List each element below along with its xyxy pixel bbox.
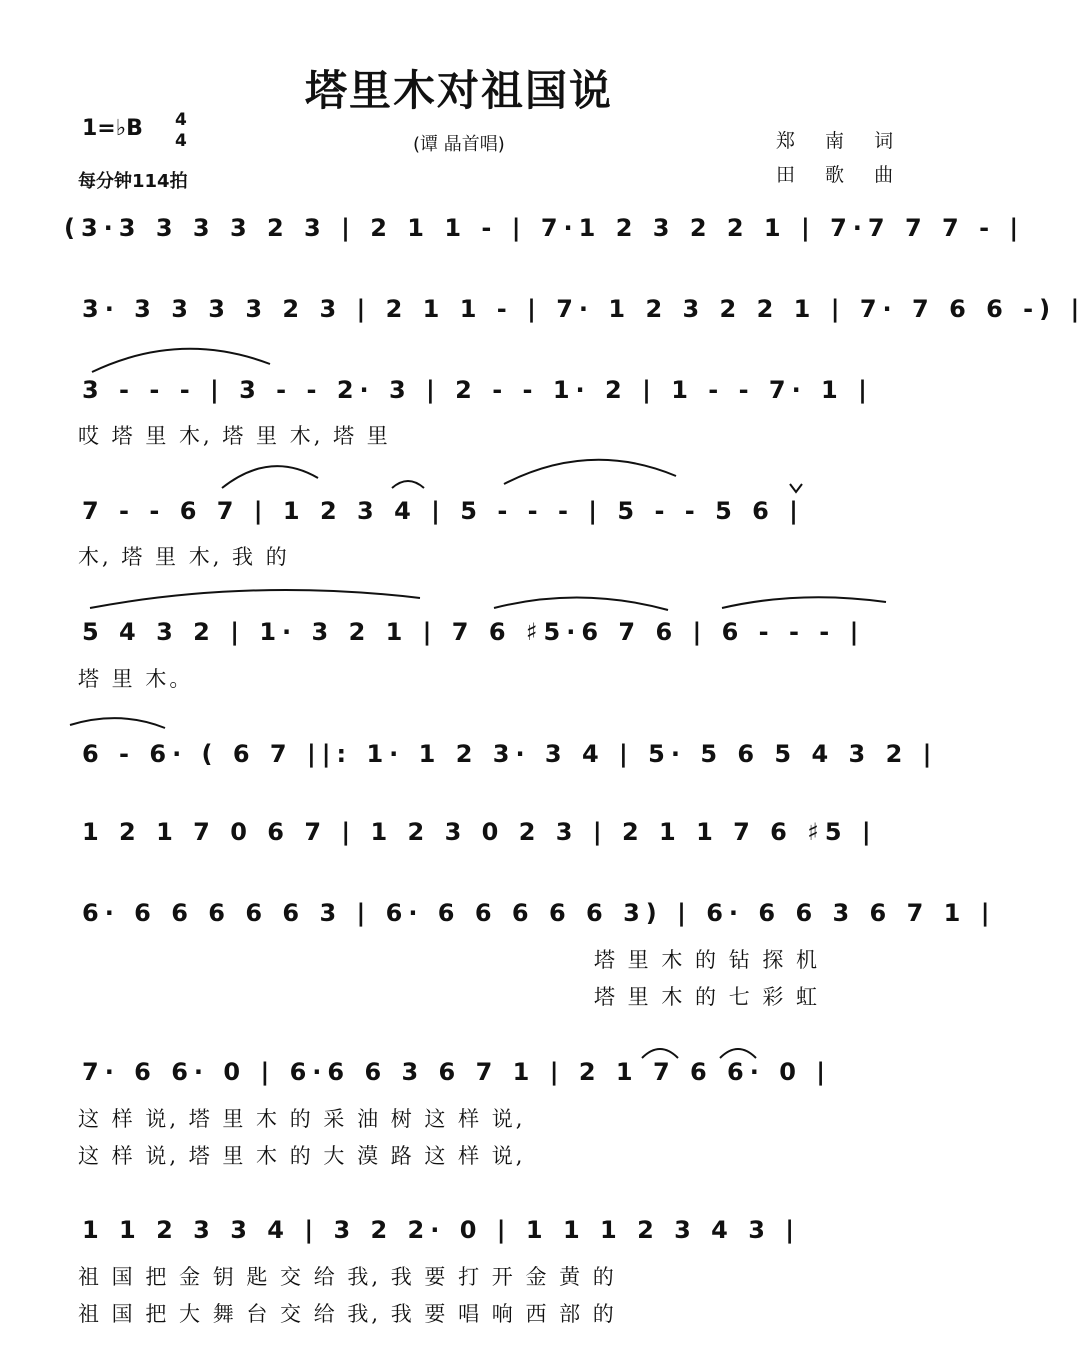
score-row-5-notes: 5 4 3 2 | 1· 3 2 1 | 7 6 ♯5·6 7 6 | 6 - - - | xyxy=(82,618,865,646)
composer-credit: 田 歌 曲 xyxy=(776,164,906,186)
score-row-8-notes: 6· 6 6 6 6 6 3 | 6· 6 6 6 6 6 3) | 6· 6 6 3 6 7 1 | xyxy=(82,899,996,927)
time-signature-bottom: 4 xyxy=(175,131,187,151)
score-row-4-notes: 7 - - 6 7 | 1 2 3 4 | 5 - - - | 5 - - 5 6 | xyxy=(82,497,804,525)
score-row-9-notes: 7· 6 6· 0 | 6·6 6 3 6 7 1 | 2 1 7 6 6· 0 | xyxy=(82,1058,832,1086)
score-row-8-lyrics-verse-2: 塔 里 木 的 七 彩 虹 xyxy=(594,985,821,1009)
score-row-3-notes: 3 - - - | 3 - - 2· 3 | 2 - - 1· 2 | 1 - - 7· 1 | xyxy=(82,376,873,404)
tempo-marking: 每分钟114拍 xyxy=(78,171,188,192)
score-row-6-notes: 6 - 6· ( 6 7 ||: 1· 1 2 3· 3 4 | 5· 5 6 5 4 3 2 | xyxy=(82,740,938,768)
score-row-1-notes: (3·3 3 3 3 2 3 | 2 1 1 - | 7·1 2 3 2 2 1 | 7·7 7 7 - | xyxy=(64,214,1025,242)
score-row-5-lyrics: 塔 里 木。 xyxy=(78,667,194,691)
song-title: 塔里木对祖国说 xyxy=(305,66,614,115)
score-row-4-lyrics: 木, 塔 里 木, 我 的 xyxy=(78,545,290,569)
score-row-7-notes: 1 2 1 7 0 6 7 | 1 2 3 0 2 3 | 2 1 1 7 6 ♯5 | xyxy=(82,818,877,846)
score-row-9-lyrics-verse-2: 这 样 说, 塔 里 木 的 大 漠 路 这 样 说, xyxy=(78,1144,526,1168)
score-row-3-lyrics: 哎 塔 里 木, 塔 里 木, 塔 里 xyxy=(78,424,391,448)
time-signature-top: 4 xyxy=(175,110,187,130)
score-row-8-lyrics-verse-1: 塔 里 木 的 钻 探 机 xyxy=(594,948,821,972)
score-row-9-lyrics-verse-1: 这 样 说, 塔 里 木 的 采 油 树 这 样 说, xyxy=(78,1107,526,1131)
score-row-10-lyrics-verse-1: 祖 国 把 金 钥 匙 交 给 我, 我 要 打 开 金 黄 的 xyxy=(78,1265,617,1289)
score-row-10-notes: 1 1 2 3 3 4 | 3 2 2· 0 | 1 1 1 2 3 4 3 | xyxy=(82,1216,801,1244)
score-row-10-lyrics-verse-2: 祖 国 把 大 舞 台 交 给 我, 我 要 唱 响 西 部 的 xyxy=(78,1302,617,1326)
lyricist-credit: 郑 南 词 xyxy=(776,130,906,152)
singer-credit: (谭 晶首唱) xyxy=(413,134,505,155)
key-signature: 1=♭B xyxy=(82,116,143,141)
score-row-2-notes: 3· 3 3 3 3 2 3 | 2 1 1 - | 7· 1 2 3 2 2 1 | 7· 7 6 6 -) | xyxy=(82,295,1085,323)
